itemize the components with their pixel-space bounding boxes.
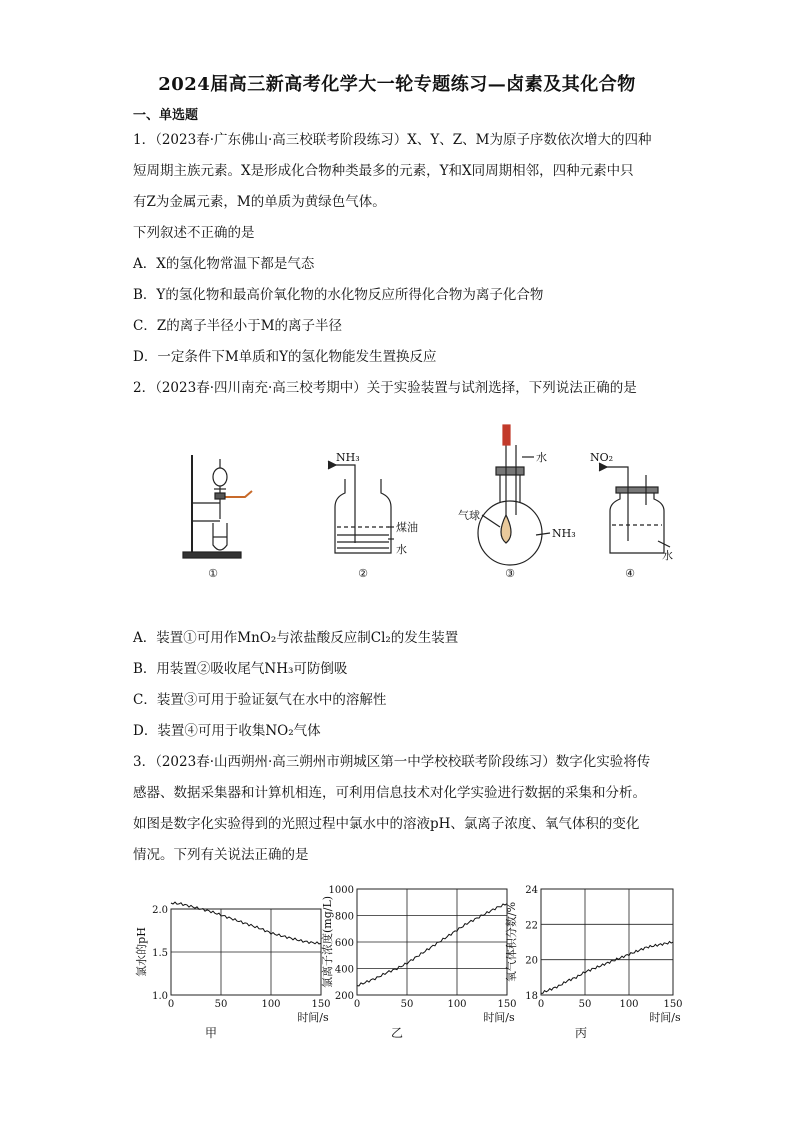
chart-2-ytick-label: 600 [334,938,354,949]
chart-1-xtick-label: 100 [261,999,281,1010]
apparatus-3 [478,425,550,565]
chart-3-frame [541,889,673,995]
chart-2-xtick-label: 100 [447,999,467,1010]
chart-2-xtick-label: 150 [497,999,517,1010]
chart-1-caption: 甲 [204,1026,218,1040]
chart-2-series-line [357,904,507,986]
chart-3-ytick-label: 24 [525,885,538,896]
chart-2-ytick-label: 200 [334,991,354,1002]
chart-3-xtick-label: 0 [537,999,545,1010]
chart-1-xtick-label: 50 [214,999,228,1010]
q1-option-c: C．Z的离子半径小于M的离子半径 [133,318,343,334]
chart-3-xtick-label: 150 [663,999,683,1010]
chart-1-xtick-label: 150 [311,999,331,1010]
chart-3-xlabel: 时间/s [649,1011,681,1024]
q1-option-a: A．X的氢化物常温下都是气态 [133,256,315,272]
chart-1-xtick-label: 0 [167,999,175,1010]
chart-2-ytick-label: 800 [334,911,354,923]
chart-2-ylabel: 氯离子浓度(mg/L) [321,895,334,989]
chart-1-series-line [171,902,321,944]
label-nh3-inlet: NH₃ [336,451,360,464]
apparatus-2-label: ② [358,567,368,580]
q3-text-line-1: 3．（2023春·山西朔州·高三朔州市朔城区第一中学校校联考阶段练习）数字化实验将传 [133,754,651,770]
chart-2-xtick-label: 50 [400,999,414,1010]
apparatus-4 [599,463,670,553]
chart-1-ylabel: 氯水的pH [135,927,148,977]
chart-3-ylabel: 氧气体积分数/% [505,901,518,983]
q1-text-line-3: 有Z为金属元素，M的单质为黄绿色气体。 [133,194,386,210]
chart-1-ytick-label: 2.0 [152,905,168,916]
chart-2-caption: 乙 [390,1026,404,1040]
q2-option-b: B．用装置②吸收尾气NH₃可防倒吸 [133,661,348,677]
label-nh3-flask: NH₃ [552,527,576,540]
chart-1-xlabel: 时间/s [297,1011,329,1024]
apparatus-1-label: ① [208,567,218,580]
chart-1-ytick-label: 1.5 [152,948,168,959]
q3-text-line-4: 情况。下列有关说法正确的是 [133,847,309,863]
label-water-4: 水 [662,549,673,562]
chart-3-ytick-label: 20 [525,955,538,967]
chart-3-xtick-label: 100 [619,999,639,1010]
chart-2-xlabel: 时间/s [483,1011,515,1024]
q1-option-b: B．Y的氢化物和最高价氧化物的水化物反应所得化合物为离子化合物 [133,287,544,303]
chart-3-series-line [541,942,673,994]
q1-stem: 下列叙述不正确的是 [133,225,255,241]
q1-text-line-2: 短周期主族元素。X是形成化合物种类最多的元素，Y和X同周期相邻，四种元素中只 [133,163,634,179]
section-heading: 一、单选题 [133,108,199,123]
label-no2-inlet: NO₂ [590,451,614,464]
apparatus-3-label: ③ [505,567,515,580]
label-balloon: 气球 [458,509,480,522]
chart-2-ytick-label: 1000 [328,885,354,896]
page-title: 2024届高三新高考化学大一轮专题练习—卤素及其化合物 [158,74,636,95]
chart-3-ytick-label: 18 [525,991,538,1002]
q1-option-d: D．一定条件下M单质和Y的氢化物能发生置换反应 [133,349,437,365]
apparatus-figure [150,415,690,595]
chart-2-ytick-label: 400 [334,964,354,976]
label-water-2: 水 [396,543,407,556]
q2-option-a: A．装置①可用作MnO₂与浓盐酸反应制Cl₂的发生装置 [133,630,459,646]
apparatus-2 [328,461,394,553]
label-water-3: 水 [536,451,547,464]
q3-text-line-3: 如图是数字化实验得到的光照过程中氯水中的溶液pH、氯离子浓度、氧气体积的变化 [133,816,640,832]
q1-text-line-1: 1．（2023春·广东佛山·高三校联考阶段练习）X、Y、Z、M为原子序数依次增大的四种 [133,132,652,148]
q2-option-d: D．装置④可用于收集NO₂气体 [133,723,321,739]
chart-2-xtick-label: 0 [353,999,361,1010]
q2-option-c: C．装置③可用于验证氨气在水中的溶解性 [133,692,387,708]
charts-figure [133,875,693,1055]
chart-1-ytick-label: 1.0 [152,991,168,1002]
chart-3-xtick-label: 50 [578,999,592,1010]
chart-3-ytick-label: 22 [525,920,538,932]
chart-3-caption: 丙 [574,1026,588,1040]
apparatus-4-label: ④ [625,567,635,580]
q2-text-line-1: 2．（2023春·四川南充·高三校考期中）关于实验装置与试剂选择，下列说法正确的是 [133,380,637,396]
apparatus-1 [183,455,252,558]
label-kerosene: 煤油 [396,521,418,534]
q3-text-line-2: 感器、数据采集器和计算机相连，可利用信息技术对化学实验进行数据的采集和分析。 [133,785,646,801]
